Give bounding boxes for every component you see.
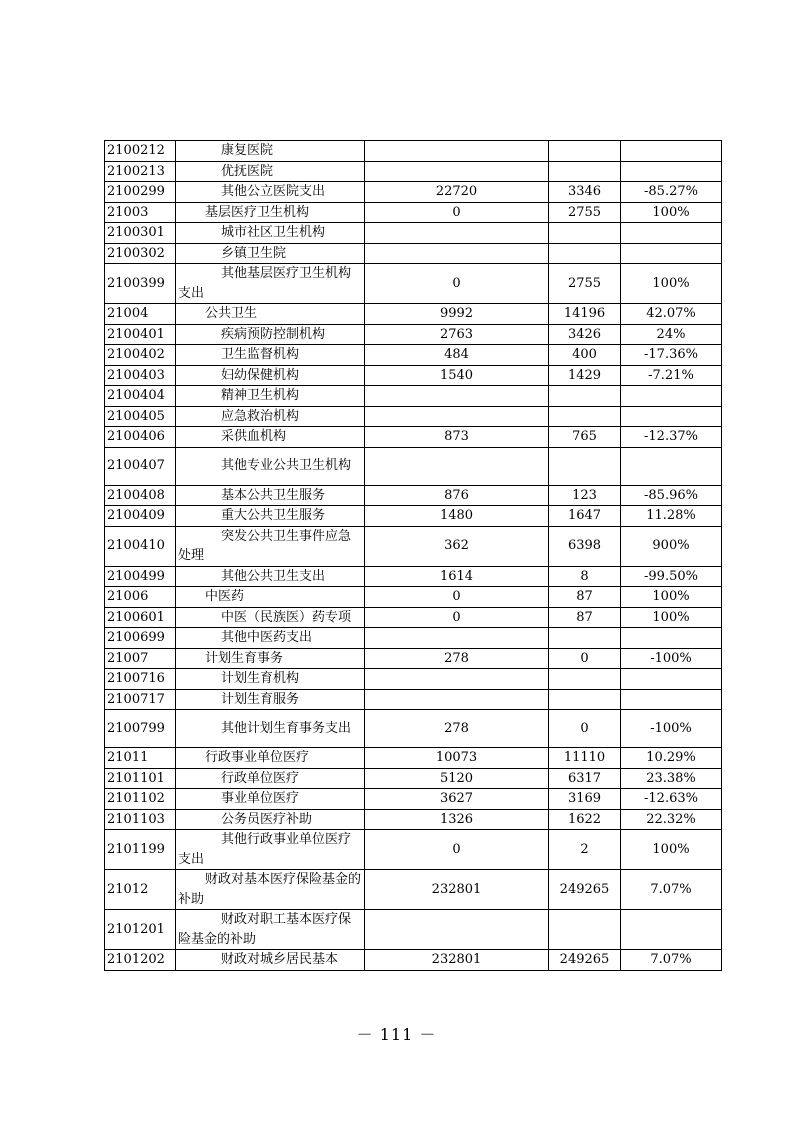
row-change-pct-cell: 100% [621,202,722,223]
row-value-2020-cell [549,141,621,162]
row-code-cell: 2100410 [105,526,176,566]
row-value-2020-cell: 123 [549,485,621,506]
row-value-2020-cell: 6398 [549,526,621,566]
row-change-pct-cell: 100% [621,587,722,608]
table-row [105,669,722,690]
row-code-cell: 2100301 [105,223,176,244]
row-code-cell: 21011 [105,748,176,769]
row-value-2020-cell: 2 [549,830,621,870]
row-value-2019-cell: 873 [365,427,549,448]
row-code-cell: 2100302 [105,243,176,264]
row-name-cell: 妇幼保健机构 [176,365,365,386]
table-row [105,628,722,649]
row-change-pct-cell: -100% [621,648,722,669]
row-code-cell: 2100406 [105,427,176,448]
row-value-2019-cell: 362 [365,526,549,566]
row-value-2019-cell: 0 [365,202,549,223]
row-value-2020-cell: 249265 [549,870,621,910]
table-row [105,485,722,506]
row-name-cell: 财政对基本医疗保险基金的补助 [176,870,365,910]
row-name-cell: 中医（民族医）药专项 [176,607,365,628]
row-value-2019-cell: 0 [365,587,549,608]
row-value-2020-cell [549,910,621,950]
row-change-pct-cell: 100% [621,264,722,304]
row-value-2019-cell [365,910,549,950]
row-value-2019-cell: 10073 [365,748,549,769]
row-change-pct-cell: -17.36% [621,345,722,366]
row-change-pct-cell [621,628,722,649]
row-value-2019-cell: 0 [365,264,549,304]
table-row [105,365,722,386]
row-name-cell: 其他行政事业单位医疗支出 [176,830,365,870]
row-change-pct-cell: 24% [621,324,722,345]
row-code-cell: 2100404 [105,386,176,407]
row-value-2019-cell: 1540 [365,365,549,386]
row-name-cell: 其他公立医院支出 [176,182,365,203]
row-value-2020-cell: 2755 [549,202,621,223]
row-name-cell: 基层医疗卫生机构 [176,202,365,223]
row-change-pct-cell: 100% [621,830,722,870]
row-value-2019-cell: 5120 [365,768,549,789]
row-value-2019-cell: 2763 [365,324,549,345]
row-change-pct-cell: -12.37% [621,427,722,448]
table-row [105,386,722,407]
row-code-cell: 2101199 [105,830,176,870]
row-name-cell: 城市社区卫生机构 [176,223,365,244]
row-value-2019-cell: 278 [365,648,549,669]
row-code-cell: 21004 [105,304,176,325]
row-code-cell: 2100499 [105,566,176,587]
row-name-cell: 卫生监督机构 [176,345,365,366]
row-value-2019-cell [365,447,549,485]
row-value-2019-cell: 232801 [365,870,549,910]
row-value-2020-cell [549,243,621,264]
table-row [105,607,722,628]
row-name-cell: 其他基层医疗卫生机构支出 [176,264,365,304]
row-change-pct-cell: 42.07% [621,304,722,325]
row-code-cell: 2100405 [105,406,176,427]
table-row [105,243,722,264]
row-value-2020-cell: 11110 [549,748,621,769]
row-change-pct-cell [621,689,722,710]
row-name-cell: 行政单位医疗 [176,768,365,789]
row-change-pct-cell: -100% [621,710,722,748]
page-number: － 111 － [356,1025,437,1044]
table-row [105,345,722,366]
table-row [105,809,722,830]
row-change-pct-cell: 7.07% [621,870,722,910]
row-value-2020-cell [549,406,621,427]
row-name-cell: 事业单位医疗 [176,789,365,810]
row-value-2020-cell: 3426 [549,324,621,345]
row-value-2019-cell [365,161,549,182]
row-name-cell: 采供血机构 [176,427,365,448]
table-row [105,506,722,527]
row-change-pct-cell: 22.32% [621,809,722,830]
row-change-pct-cell [621,669,722,690]
row-change-pct-cell: 100% [621,607,722,628]
table-row [105,141,722,162]
row-code-cell: 2100716 [105,669,176,690]
row-value-2020-cell: 87 [549,587,621,608]
row-name-cell: 疾病预防控制机构 [176,324,365,345]
row-value-2019-cell: 232801 [365,950,549,971]
row-value-2020-cell: 1622 [549,809,621,830]
row-change-pct-cell: 23.38% [621,768,722,789]
row-change-pct-cell [621,243,722,264]
row-change-pct-cell [621,910,722,950]
row-name-cell: 计划生育事务 [176,648,365,669]
row-name-cell: 优抚医院 [176,161,365,182]
row-name-cell: 计划生育机构 [176,669,365,690]
row-change-pct-cell: 10.29% [621,748,722,769]
row-value-2019-cell: 1480 [365,506,549,527]
table-row [105,789,722,810]
table-row [105,526,722,566]
row-value-2019-cell: 278 [365,710,549,748]
table-row [105,406,722,427]
row-name-cell: 精神卫生机构 [176,386,365,407]
table-row [105,324,722,345]
row-change-pct-cell [621,223,722,244]
row-value-2020-cell: 0 [549,648,621,669]
row-code-cell: 2100409 [105,506,176,527]
row-name-cell: 公共卫生 [176,304,365,325]
row-value-2020-cell: 400 [549,345,621,366]
row-code-cell: 2100299 [105,182,176,203]
table-row [105,223,722,244]
row-value-2020-cell: 3346 [549,182,621,203]
table-row [105,689,722,710]
row-code-cell: 21007 [105,648,176,669]
row-value-2019-cell [365,669,549,690]
row-code-cell: 2100717 [105,689,176,710]
row-value-2019-cell: 22720 [365,182,549,203]
row-code-cell: 2100601 [105,607,176,628]
table-row [105,587,722,608]
row-change-pct-cell: 900% [621,526,722,566]
row-name-cell: 突发公共卫生事件应急处理 [176,526,365,566]
row-code-cell: 2100403 [105,365,176,386]
row-value-2019-cell: 484 [365,345,549,366]
row-value-2019-cell [365,406,549,427]
table-row [105,910,722,950]
row-name-cell: 其他中医药支出 [176,628,365,649]
row-name-cell: 公务员医疗补助 [176,809,365,830]
row-value-2019-cell: 3627 [365,789,549,810]
row-change-pct-cell: 7.07% [621,950,722,971]
row-code-cell: 2100402 [105,345,176,366]
row-value-2020-cell: 1647 [549,506,621,527]
row-change-pct-cell [621,161,722,182]
row-name-cell: 应急救治机构 [176,406,365,427]
row-value-2020-cell: 3169 [549,789,621,810]
row-change-pct-cell: -85.27% [621,182,722,203]
table-row [105,830,722,870]
row-value-2019-cell: 0 [365,607,549,628]
table-row [105,950,722,971]
row-name-cell: 基本公共卫生服务 [176,485,365,506]
row-change-pct-cell: -99.50% [621,566,722,587]
row-code-cell: 2100407 [105,447,176,485]
table-row [105,304,722,325]
row-value-2019-cell [365,223,549,244]
row-value-2019-cell [365,386,549,407]
row-name-cell: 中医药 [176,587,365,608]
row-value-2019-cell [365,243,549,264]
row-code-cell: 2100213 [105,161,176,182]
row-change-pct-cell [621,447,722,485]
table-row [105,427,722,448]
row-value-2019-cell: 0 [365,830,549,870]
row-name-cell: 财政对城乡居民基本 [176,950,365,971]
row-code-cell: 21012 [105,870,176,910]
row-code-cell: 2101101 [105,768,176,789]
row-code-cell: 2100399 [105,264,176,304]
row-value-2020-cell [549,161,621,182]
row-name-cell: 其他公共卫生支出 [176,566,365,587]
row-name-cell: 其他专业公共卫生机构 [176,447,365,485]
row-value-2020-cell: 14196 [549,304,621,325]
row-name-cell: 行政事业单位医疗 [176,748,365,769]
row-code-cell: 2100699 [105,628,176,649]
row-code-cell: 21003 [105,202,176,223]
row-change-pct-cell: -85.96% [621,485,722,506]
table-row [105,748,722,769]
row-value-2019-cell [365,141,549,162]
row-value-2020-cell: 2755 [549,264,621,304]
row-change-pct-cell: -12.63% [621,789,722,810]
row-name-cell: 其他计划生育事务支出 [176,710,365,748]
row-name-cell: 康复医院 [176,141,365,162]
table-row [105,710,722,748]
row-value-2020-cell [549,386,621,407]
table-row [105,447,722,485]
row-value-2020-cell: 6317 [549,768,621,789]
row-value-2020-cell: 87 [549,607,621,628]
row-code-cell: 2101201 [105,910,176,950]
row-value-2019-cell [365,689,549,710]
row-change-pct-cell [621,406,722,427]
table-body [105,141,722,971]
row-code-cell: 2100212 [105,141,176,162]
table-row [105,648,722,669]
row-code-cell: 2100799 [105,710,176,748]
row-value-2020-cell: 0 [549,710,621,748]
row-code-cell: 2101202 [105,950,176,971]
budget-table [104,140,722,971]
row-value-2020-cell: 8 [549,566,621,587]
row-code-cell: 2100408 [105,485,176,506]
row-value-2019-cell: 876 [365,485,549,506]
row-change-pct-cell [621,386,722,407]
row-change-pct-cell [621,141,722,162]
table-row [105,202,722,223]
row-value-2020-cell: 765 [549,427,621,448]
row-name-cell: 计划生育服务 [176,689,365,710]
table-row [105,768,722,789]
row-value-2020-cell [549,689,621,710]
row-value-2020-cell: 249265 [549,950,621,971]
row-code-cell: 2100401 [105,324,176,345]
table-row [105,870,722,910]
table-row [105,182,722,203]
row-value-2019-cell: 1326 [365,809,549,830]
row-change-pct-cell: -7.21% [621,365,722,386]
row-change-pct-cell: 11.28% [621,506,722,527]
row-code-cell: 2101103 [105,809,176,830]
row-value-2020-cell: 1429 [549,365,621,386]
row-name-cell: 重大公共卫生服务 [176,506,365,527]
row-value-2019-cell: 1614 [365,566,549,587]
table-row [105,161,722,182]
row-name-cell: 乡镇卫生院 [176,243,365,264]
row-value-2019-cell [365,628,549,649]
row-code-cell: 2101102 [105,789,176,810]
row-value-2019-cell: 9992 [365,304,549,325]
row-value-2020-cell [549,223,621,244]
row-value-2020-cell [549,669,621,690]
table-row [105,264,722,304]
row-name-cell: 财政对职工基本医疗保险基金的补助 [176,910,365,950]
row-value-2020-cell [549,447,621,485]
row-value-2020-cell [549,628,621,649]
table-row [105,566,722,587]
row-code-cell: 21006 [105,587,176,608]
